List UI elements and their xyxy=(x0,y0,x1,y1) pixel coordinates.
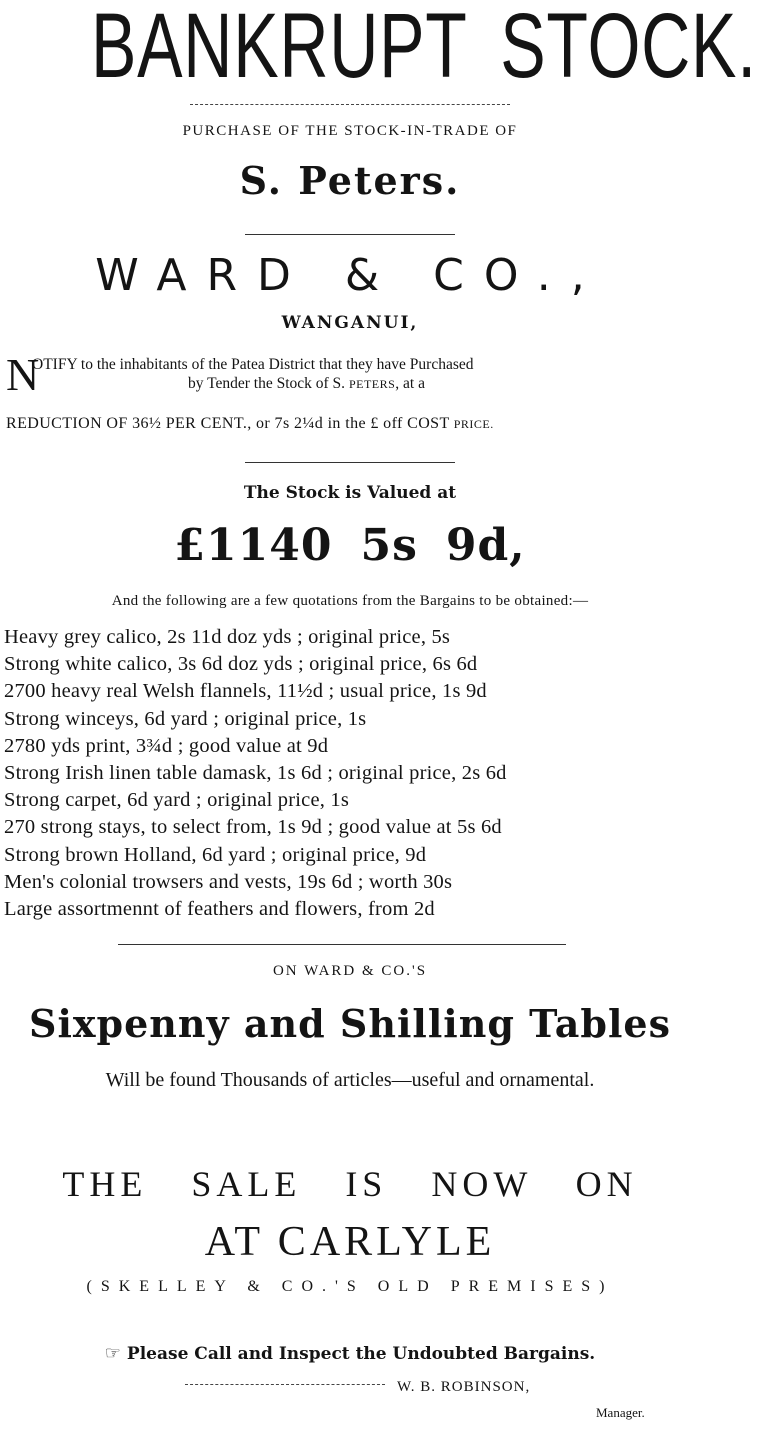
headline-word-1: BANKRUPT xyxy=(91,0,468,97)
divider xyxy=(118,944,566,945)
notice-line-1: OTIFY to the inhabitants of the Patea District that they have Purchased xyxy=(32,356,474,373)
reduction-line xyxy=(6,414,706,434)
list-item: Strong white calico, 3s 6d doz yds ; original price, 6s 6d xyxy=(4,653,478,676)
owner-name: S. Peters. xyxy=(239,158,461,203)
list-item: 2700 heavy real Welsh flannels, 11½d ; usual price, 1s 9d xyxy=(4,680,487,703)
valued-label: The Stock is Valued at xyxy=(243,483,457,503)
divider xyxy=(190,104,510,105)
company-town: WANGANUI, xyxy=(281,313,419,333)
divider xyxy=(245,234,455,235)
list-item: Strong Irish linen table damask, 1s 6d ; original price, 2s 6d xyxy=(4,762,507,785)
list-item: Strong brown Holland, 6d yard ; original price, 9d xyxy=(4,843,427,866)
bargains-list xyxy=(4,624,694,923)
list-item: Large assortmennt of feathers and flowers, from 2d xyxy=(4,898,435,921)
sale-line-2: AT CARLYLE xyxy=(204,1219,496,1265)
company-name: WARD & CO., xyxy=(95,250,605,301)
pointing-hand-icon: ☞ xyxy=(104,1343,121,1364)
sale-line-1: THE SALE IS NOW ON xyxy=(62,1164,638,1204)
list-item: Strong winceys, 6d yard ; original price, 1s xyxy=(4,707,367,730)
notice-line-2-suffix: , at a xyxy=(395,375,425,392)
amount-shillings: 5s xyxy=(360,520,418,571)
purchase-line: PURCHASE OF THE STOCK-IN-TRADE OF xyxy=(182,123,518,139)
signature-title: Manager. xyxy=(596,1405,645,1420)
reduction-main: REDUCTION OF 36½ PER CENT., or 7s 2¼d in the £ off COST xyxy=(6,415,450,432)
drop-cap: N xyxy=(6,349,40,400)
notice-paragraph xyxy=(6,349,700,402)
amount-pounds: £1140 xyxy=(174,520,333,571)
headline xyxy=(91,0,757,97)
tables-title: Sixpenny and Shilling Tables xyxy=(29,1001,671,1046)
list-item: Heavy grey calico, 2s 11d doz yds ; original price, 5s xyxy=(4,626,451,648)
sale-premises: (SKELLEY & CO.'S OLD PREMISES) xyxy=(86,1278,614,1295)
headline-word-2: STOCK. xyxy=(500,0,757,97)
notice-line-2 xyxy=(188,375,425,393)
tables-description: Will be found Thousands of articles—useful and ornamental. xyxy=(105,1069,595,1091)
divider xyxy=(185,1384,385,1385)
list-item: 270 strong stays, to select from, 1s 9d ; good value at 5s 6d xyxy=(4,816,502,839)
call-to-action-text: Please Call and Inspect the Undoubted Bargains. xyxy=(126,1344,596,1364)
notice-line-2-prefix: by Tender the Stock of S. xyxy=(188,375,346,392)
list-item: 2780 yds print, 3¾d ; good value at 9d xyxy=(4,734,329,757)
divider xyxy=(245,462,455,463)
valued-amount xyxy=(0,518,700,574)
notice-owner-name: PETERS xyxy=(348,377,396,391)
amount-pence: 9d, xyxy=(445,520,526,571)
list-item: Strong carpet, 6d yard ; original price, 1s xyxy=(4,789,350,812)
list-item: Men's colonial trowsers and vests, 19s 6d ; worth 30s xyxy=(4,870,453,893)
reduction-price-word: PRICE. xyxy=(453,417,494,431)
call-to-action xyxy=(0,1343,700,1365)
signature-name: W. B. ROBINSON, xyxy=(397,1379,531,1395)
tables-prefix: ON WARD & CO.'S xyxy=(272,963,428,979)
bargains-intro: And the following are a few quotations from the Bargains to be obtained:— xyxy=(111,593,589,609)
